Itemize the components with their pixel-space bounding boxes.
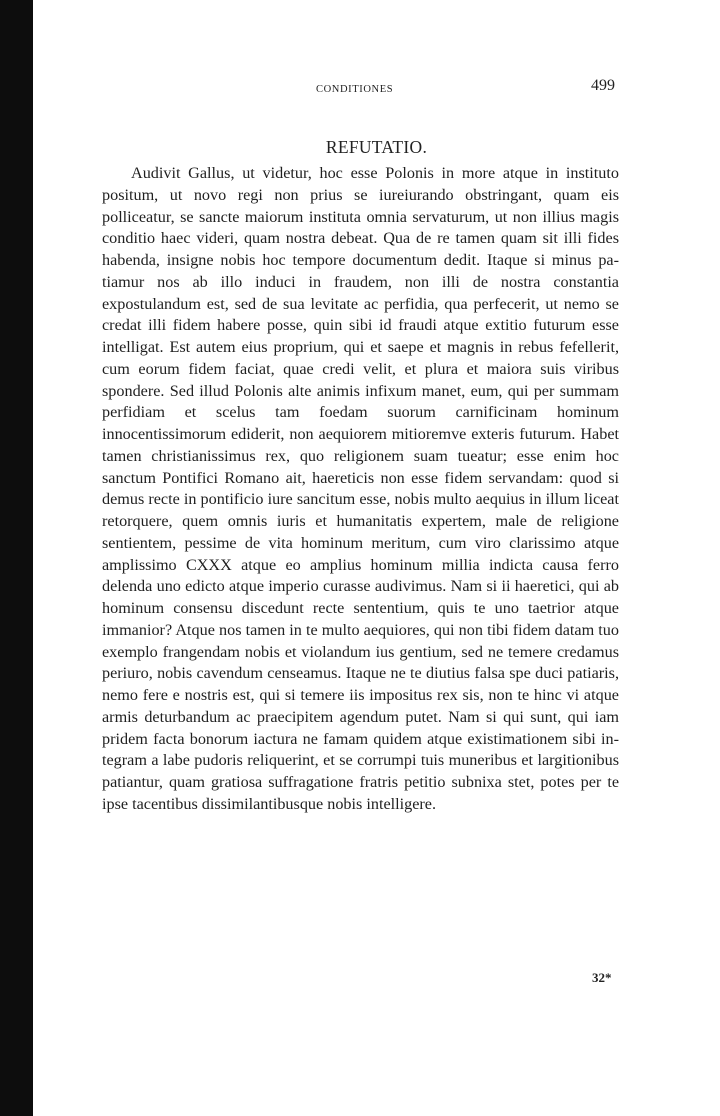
page-number: 499 — [591, 77, 615, 94]
binding-edge — [0, 0, 33, 1116]
running-head: CONDITIONES — [316, 84, 394, 95]
body-paragraph: Audivit Gallus, ut videtur, hoc esse Polonis in more atque in instituto positum, ut novo regi non prius se iureiurando obstringant, quam eis polliceatur, se sancte maiorum instituta omnia servaturum, ut non illius magis conditio haec videri, quam nostra debeat. Qua de re tamen quam sit illi fides habenda, insigne nobis hoc tempore documentum dedit. Itaque si minus patiamur nos ab illo induci in fraudem, non illi de nostra constantia expostulandum est, sed de sua levitate ac perfidia, qua perfecerit, ut nemo se credat illi fidem habere posse, quin sibi id fraudi atque extitio futurum esse intelligat. Est autem eius proprium, qui et saepe et magnis in rebus fefellerit, cum eorum fidem faciat, quae credi velit, et plura et maiora suis viribus spondere. Sed illud Polonis alte animis infixum manet, eum, qui per summam perfidiam et scelus tam foedam suorum carnificinam hominum innocentissimorum ediderit, non aequiorem mitioremve exteris futurum. Habet tamen christianissimus rex, quo religionem suam tueatur; esse enim hoc sanctum Pontifici Romano ait, haereticis non esse fidem servandam: quod si demus recte in pontificio iure sancitum esse, nobis multo aequius in illum liceat retorquere, quem omnis iuris et humanitatis expertem, male de religione sentientem, pessime de vita hominum meritum, cum viro clarissimo atque amplissimo CXXX atque eo amplius hominum millia indicta causa ferro delenda uno edicto atque imperio curasse audivimus. Nam si ii haeretici, qui ab hominum consensu discedunt recte sententium, quis te uno taetrior atque immanior? Atque nos tamen in te multo aequiores, qui non tibi fidem datam tuo exemplo frangendam nobis et violandum ius gentium, sed ne temere credamus periuro, nobis cavendum censeamus. Itaque ne te diutius falsa spe duci patiaris, nemo fere e nostris est, qui si temere iis impositus rex sis, non te hinc vi atque armis deturbandum ac praecipitem agendum putet. Nam si qui sunt, qui iam pridem facta bonorum iactura ne famam quidem atque existimationem sibi integram a labe pudoris reliquerint, et se corrumpi tuis muneribus et largitionibus patiantur, quam gratiosa suffragatione fratris petitio subnixa stet, potes per te ipse tacentibus dissimilantibusque nobis intelligere. — [102, 164, 619, 813]
book-page — [33, 0, 720, 1116]
printer-signature-mark: 32* — [592, 970, 612, 985]
section-title: REFUTATIO. — [325, 137, 428, 157]
